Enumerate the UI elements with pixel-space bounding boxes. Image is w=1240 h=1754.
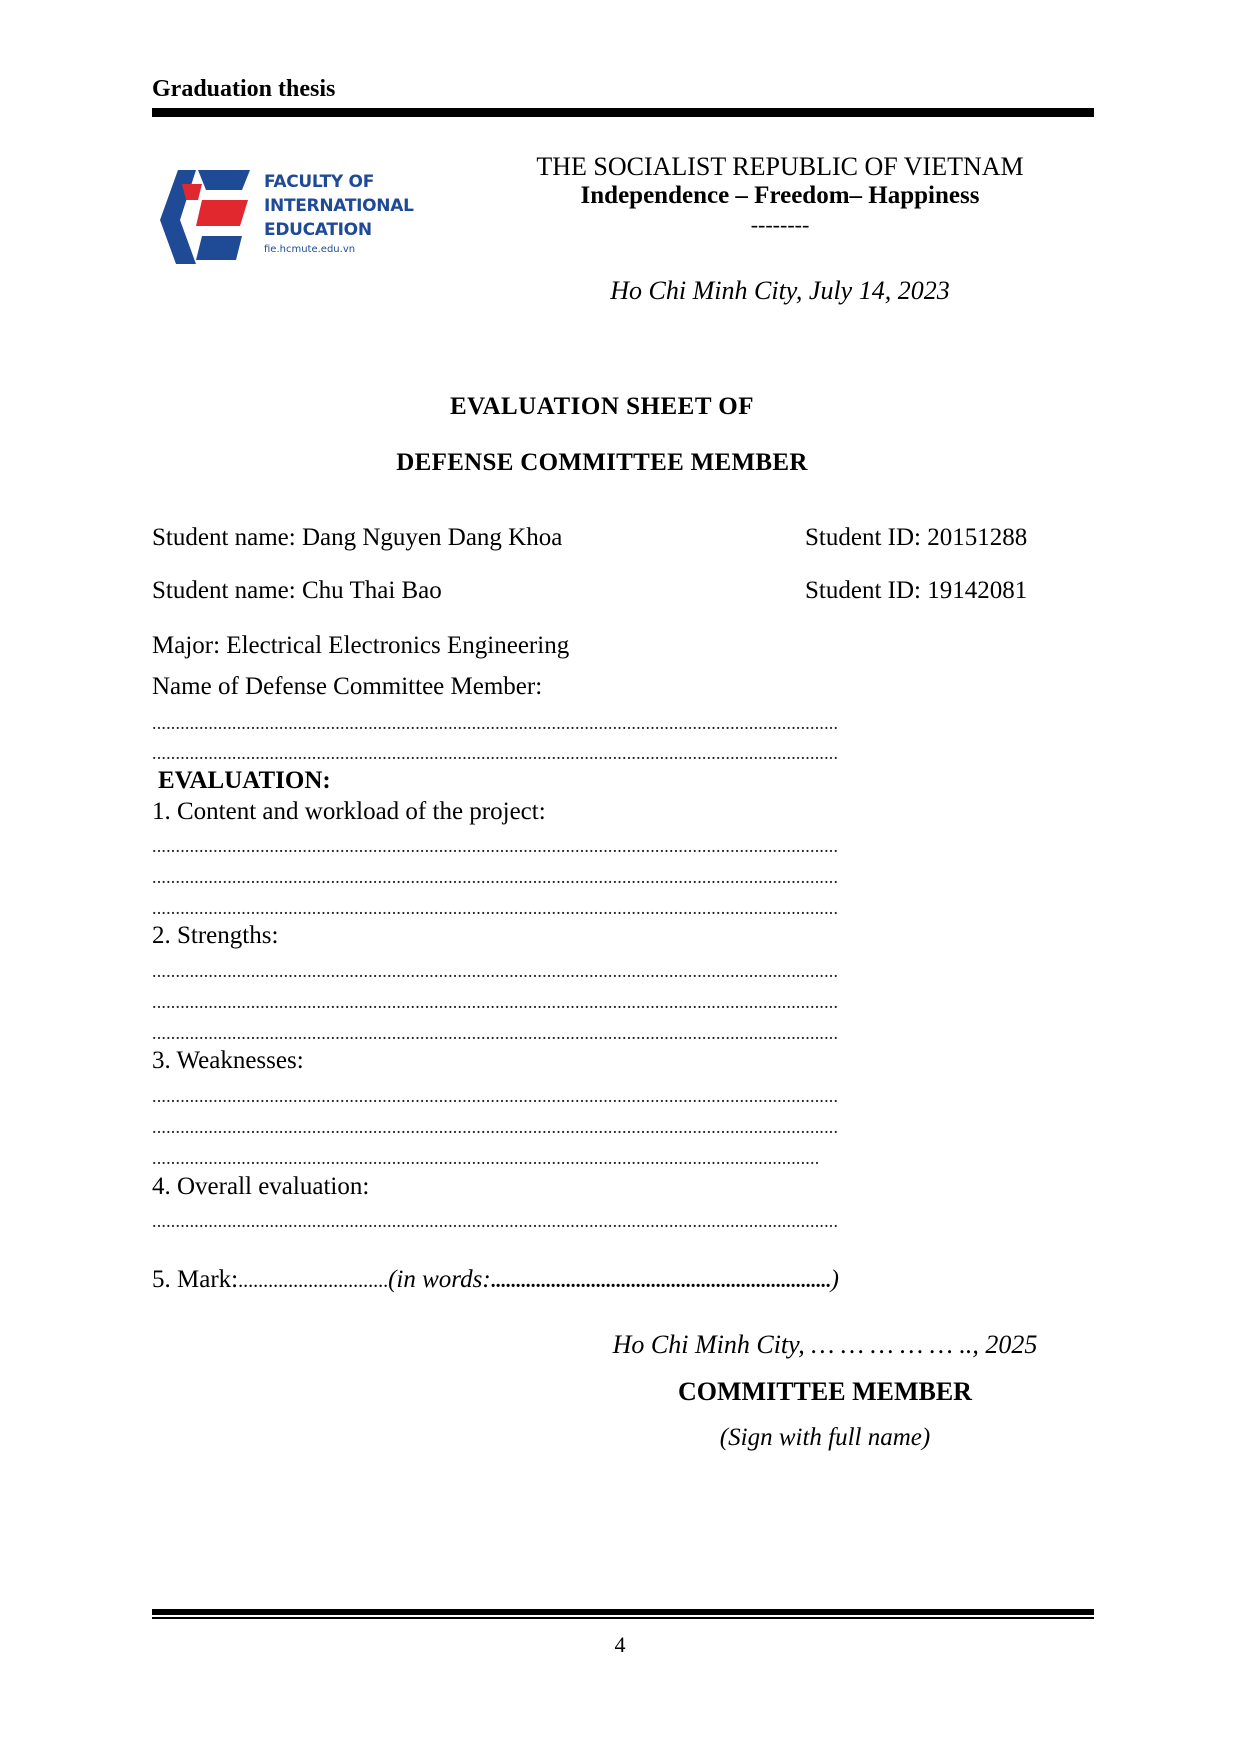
strengths-dotline-2: .................................................................................................................................................. (152, 992, 839, 1012)
member-name-dotline-1: .................................................................................................................................................. (152, 713, 839, 733)
logo-line-3: EDUCATION (264, 220, 372, 240)
student-1-id: Student ID: 20151288 (805, 524, 1028, 551)
mark-row (152, 1266, 839, 1294)
document-title-line-2: DEFENSE COMMITTEE MEMBER (396, 449, 808, 476)
motto-separator: -------- (750, 212, 810, 237)
content-dotline-2: .................................................................................................................................................. (152, 867, 839, 887)
footer-rule-thin (152, 1617, 1094, 1619)
overall-dotline-1: .................................................................................................................................................. (152, 1211, 839, 1231)
footer-rule-thick (152, 1609, 1094, 1615)
mark-label: 5. Mark: (152, 1266, 239, 1293)
strengths-dotline-3: .................................................................................................................................................. (152, 1023, 839, 1043)
document-title-line-1: EVALUATION SHEET OF (449, 393, 755, 420)
strengths-dotline-1: .................................................................................................................................................. (152, 961, 839, 981)
faculty-logo-text (264, 170, 414, 242)
student-2-id: Student ID: 19142081 (805, 577, 1028, 604)
major-field: Major: Electrical Electronics Engineering (152, 632, 570, 659)
student-2-name: Student name: Chu Thai Bao (152, 577, 442, 604)
running-header: Graduation thesis (152, 76, 336, 102)
mark-in-words-close: ) (830, 1266, 839, 1293)
committee-member-title: COMMITTEE MEMBER (678, 1377, 972, 1406)
faculty-logo-icon (158, 164, 258, 274)
content-dotline-1: .................................................................................................................................................. (152, 836, 839, 856)
committee-member-name-label: Name of Defense Committee Member: (152, 673, 543, 700)
overall-evaluation-label: 4. Overall evaluation: (152, 1173, 370, 1200)
mark-in-words-dots: .................................................................... (490, 1270, 831, 1292)
content-dotline-3: .................................................................................................................................................. (152, 898, 839, 918)
weaknesses-dotline-1: .................................................................................................................................................. (152, 1086, 839, 1106)
strengths-label: 2. Strengths: (152, 922, 279, 949)
student-1-name: Student name: Dang Nguyen Dang Khoa (152, 524, 563, 551)
content-workload-label: 1. Content and workload of the project: (152, 798, 546, 825)
signature-note: (Sign with full name) (719, 1424, 931, 1451)
page-number: 4 (614, 1632, 626, 1657)
logo-line-2: INTERNATIONAL (264, 196, 414, 216)
country-name: THE SOCIALIST REPUBLIC OF VIETNAM (536, 152, 1024, 181)
logo-line-1: FACULTY OF (264, 172, 375, 192)
faculty-logo (158, 160, 414, 270)
header-rule (152, 108, 1094, 117)
logo-url: fie.hcmute.edu.vn (264, 244, 356, 255)
issue-date: Ho Chi Minh City, July 14, 2023 (610, 276, 950, 305)
member-name-dotline-2: .................................................................................................................................................. (152, 743, 839, 763)
national-motto: Independence – Freedom– Happiness (580, 182, 980, 209)
mark-in-words-open: (in words: (388, 1266, 491, 1293)
weaknesses-dotline-3: .............................................................................................................................................. (152, 1148, 820, 1168)
weaknesses-label: 3. Weaknesses: (152, 1047, 304, 1074)
evaluation-heading: EVALUATION: (158, 767, 331, 794)
mark-dots: .............................. (238, 1270, 389, 1292)
weaknesses-dotline-2: .................................................................................................................................................. (152, 1117, 839, 1137)
signature-date: Ho Chi Minh City, … … … … … .., 2025 (612, 1330, 1038, 1359)
